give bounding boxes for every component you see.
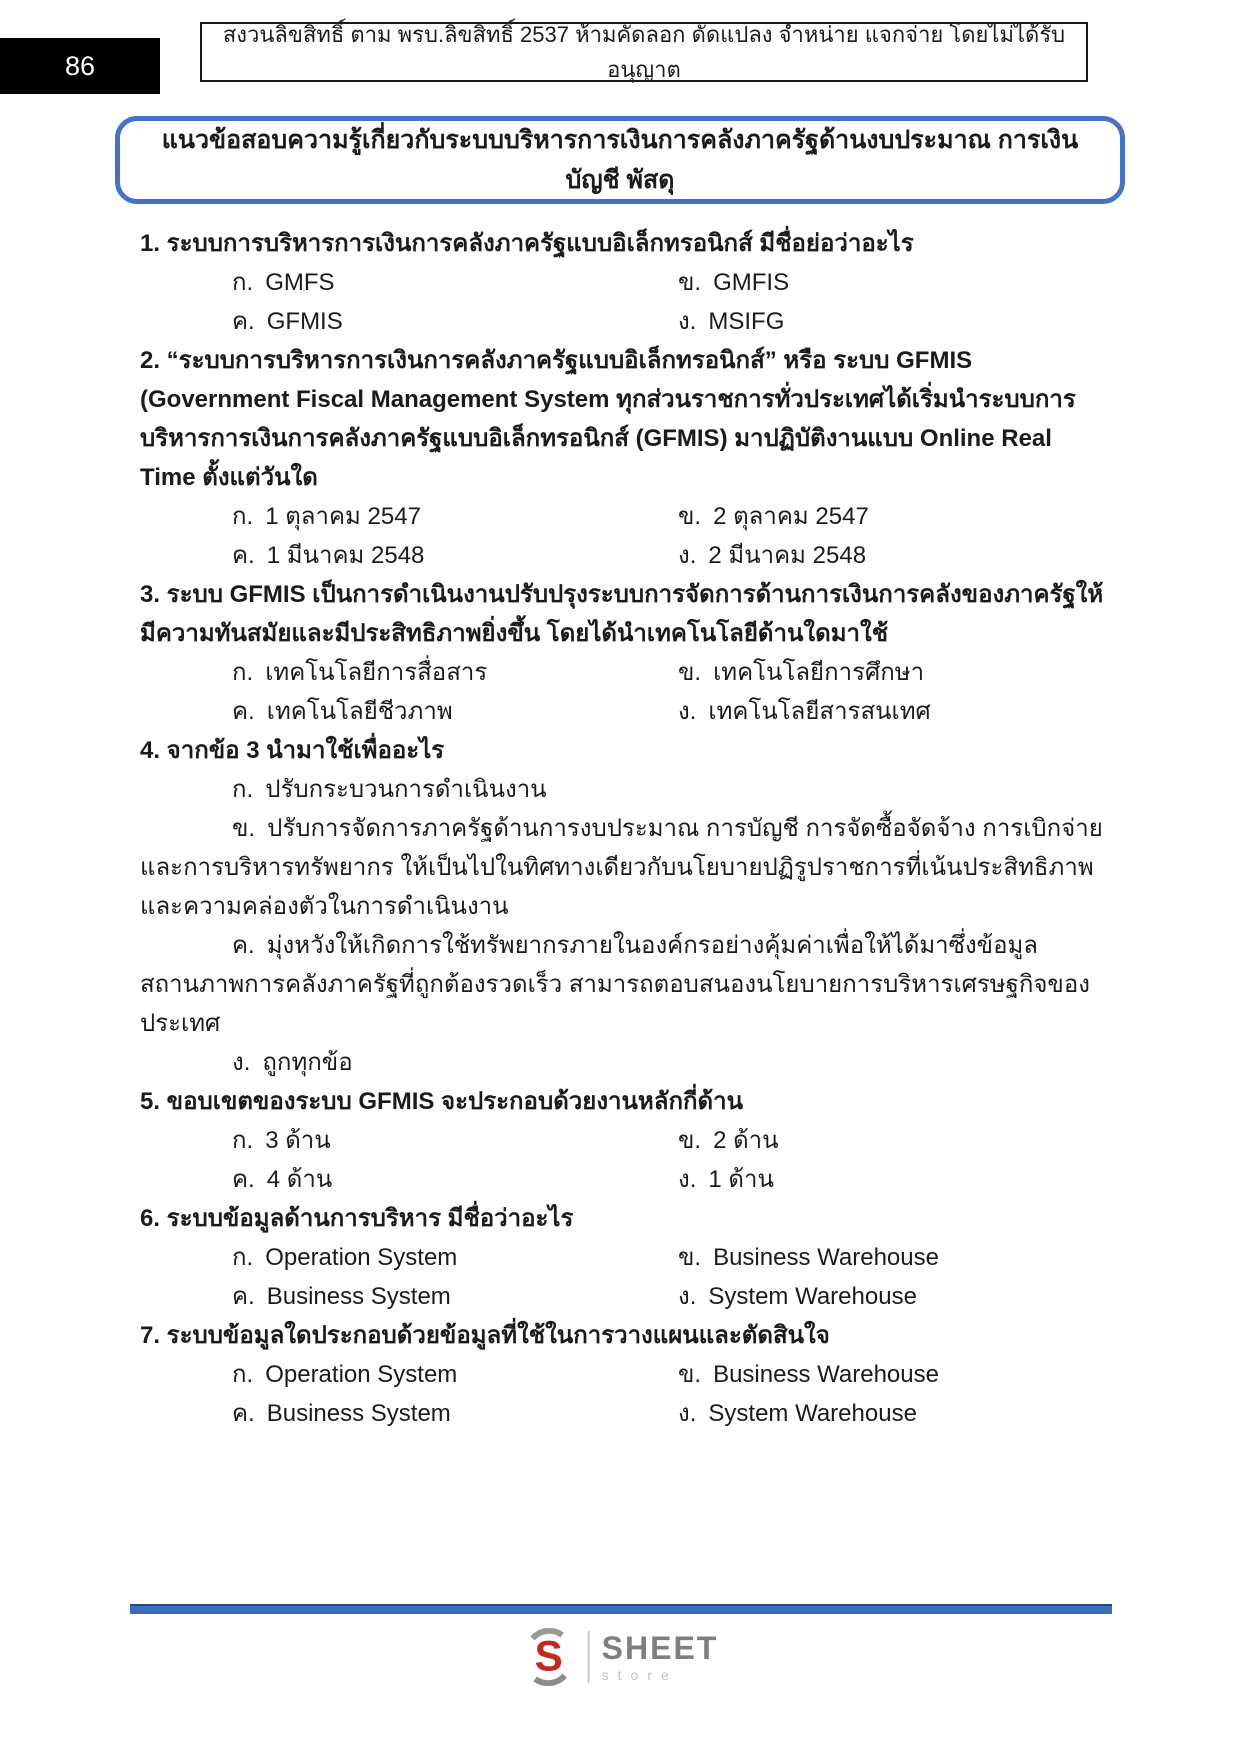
question-5 bbox=[140, 1082, 1112, 1199]
option-kho2 bbox=[140, 302, 678, 341]
questions-list bbox=[140, 224, 1112, 1433]
question-2 bbox=[140, 341, 1112, 575]
option-label: ง. bbox=[678, 1166, 697, 1193]
option-text: 1 มีนาคม 2548 bbox=[266, 542, 425, 569]
option-kho bbox=[678, 1355, 1112, 1394]
option-text: เทคโนโลยีชีวภาพ bbox=[266, 698, 453, 725]
option-label: ก. bbox=[232, 1127, 254, 1154]
option-kho2 bbox=[140, 536, 678, 575]
options-grid bbox=[140, 1238, 1112, 1316]
option-label: ข. bbox=[678, 1127, 702, 1154]
option-ngo bbox=[140, 1043, 1112, 1082]
option-text: 4 ด้าน bbox=[266, 1166, 333, 1193]
sheet-store-s-icon bbox=[522, 1628, 576, 1686]
option-ko bbox=[140, 1121, 678, 1160]
option-text: 3 ด้าน bbox=[265, 1127, 331, 1154]
option-label: ก. bbox=[232, 1361, 254, 1388]
option-label: ก. bbox=[232, 269, 254, 296]
question-text: 4. จากข้อ 3 นำมาใช้เพื่ออะไร bbox=[140, 737, 445, 764]
logo-letter: S bbox=[534, 1632, 563, 1680]
option-label: ข. bbox=[678, 503, 702, 530]
option-text: Business Warehouse bbox=[713, 1361, 939, 1388]
options-grid bbox=[140, 497, 1112, 575]
page-number-badge bbox=[0, 38, 160, 94]
option-text: GMFS bbox=[265, 269, 335, 296]
brand-text bbox=[602, 1632, 719, 1682]
option-text: Business System bbox=[266, 1283, 451, 1310]
option-text: 1 ตุลาคม 2547 bbox=[265, 503, 421, 530]
option-label: ค. bbox=[232, 932, 255, 959]
options-grid bbox=[140, 263, 1112, 341]
page-number: 86 bbox=[64, 50, 96, 81]
question-text: 7. ระบบข้อมูลใดประกอบด้วยข้อมูลที่ใช้ในการวางแผนและตัดสินใจ bbox=[140, 1322, 830, 1349]
option-ngo bbox=[678, 1394, 1112, 1433]
option-label: ก. bbox=[232, 776, 254, 803]
option-label: ง. bbox=[678, 1400, 697, 1427]
option-label: ข. bbox=[678, 1361, 702, 1388]
copyright-text: สงวนลิขสิทธิ์ ตาม พรบ.ลิขสิทธิ์ 2537 ห้ามคัดลอก ดัดแปลง จำหน่าย แจกจ่าย โดยไม่ได้รับอนุญาต bbox=[222, 22, 1066, 82]
option-label: ค. bbox=[232, 308, 255, 335]
options-grid bbox=[140, 1355, 1112, 1433]
options-grid bbox=[140, 1121, 1112, 1199]
option-label: ก. bbox=[232, 1244, 254, 1271]
question-text: 6. ระบบข้อมูลด้านการบริหาร มีชื่อว่าอะไร bbox=[140, 1205, 574, 1232]
option-text: มุ่งหวังให้เกิดการใช้ทรัพยากรภายในองค์กรอย่างคุ้มค่าเพื่อให้ได้มาซึ่งข้อมูลสถานภาพการคลังภาครัฐที่ถูกต้องรวดเร็ว สามารถตอบสนองนโยบายการบริหารเศรษฐกิจของประเทศ bbox=[140, 932, 1090, 1037]
question-7 bbox=[140, 1316, 1112, 1433]
question-text: 2. “ระบบการบริหารการเงินการคลังภาครัฐแบบอิเล็กทรอนิกส์” หรือ ระบบ GFMIS (Government Fiscal Management System ทุกส่วนราชการทั่วประเทศได้เริ่มนำระบบการบริหารการเงินการคลังภาครัฐแบบอิเล็กทรอนิกส์ (GFMIS) มาปฏิบัติงานแบบ Online Real Time ตั้งแต่วันใด bbox=[140, 347, 1076, 491]
option-label: ค. bbox=[232, 1166, 255, 1193]
question-6 bbox=[140, 1199, 1112, 1316]
option-text: 1 ด้าน bbox=[708, 1166, 774, 1193]
question-text: 3. ระบบ GFMIS เป็นการดำเนินงานปรับปรุงระบบการจัดการด้านการเงินการคลังของภาครัฐให้มีความทันสมัยและมีประสิทธิภาพยิ่งขึ้น โดยได้นำเทคโนโลยีด้านใดมาใช้ bbox=[140, 581, 1104, 647]
question-3 bbox=[140, 575, 1112, 731]
option-kho2 bbox=[140, 692, 678, 731]
option-text: 2 ด้าน bbox=[713, 1127, 779, 1154]
option-label: ง. bbox=[678, 698, 697, 725]
options-grid bbox=[140, 653, 1112, 731]
option-ngo bbox=[678, 302, 1112, 341]
option-ngo bbox=[678, 1277, 1112, 1316]
option-text: ปรับกระบวนการดำเนินงาน bbox=[265, 776, 547, 803]
option-kho bbox=[678, 653, 1112, 692]
option-kho2 bbox=[140, 1160, 678, 1199]
option-ko bbox=[140, 1355, 678, 1394]
option-text: 2 มีนาคม 2548 bbox=[708, 542, 867, 569]
option-kho bbox=[140, 809, 1112, 926]
brand-name: SHEET bbox=[601, 1630, 719, 1666]
option-text: Business System bbox=[266, 1400, 451, 1427]
option-ko bbox=[140, 497, 678, 536]
option-label: ข. bbox=[678, 269, 702, 296]
sheet-store-logo bbox=[522, 1628, 719, 1686]
option-text: Operation System bbox=[265, 1244, 458, 1271]
option-label: ง. bbox=[678, 308, 697, 335]
option-kho bbox=[678, 1121, 1112, 1160]
option-text: เทคโนโลยีการสื่อสาร bbox=[265, 659, 488, 686]
option-kho2 bbox=[140, 1277, 678, 1316]
option-ngo bbox=[678, 536, 1112, 575]
option-text: Operation System bbox=[265, 1361, 458, 1388]
option-kho bbox=[678, 263, 1112, 302]
option-label: ข. bbox=[678, 1244, 702, 1271]
option-ko bbox=[140, 1238, 678, 1277]
option-label: ง. bbox=[232, 1049, 251, 1076]
option-label: ค. bbox=[232, 542, 255, 569]
option-text: System Warehouse bbox=[708, 1283, 917, 1310]
copyright-box bbox=[200, 22, 1088, 82]
option-text: GFMIS bbox=[266, 308, 343, 335]
option-text: GMFIS bbox=[713, 269, 790, 296]
question-1 bbox=[140, 224, 1112, 341]
option-kho2 bbox=[140, 1394, 678, 1433]
brand-subtitle: store bbox=[601, 1667, 678, 1683]
option-label: ค. bbox=[232, 1400, 255, 1427]
logo-divider-line bbox=[588, 1631, 590, 1683]
option-label: ค. bbox=[232, 698, 255, 725]
question-text: 5. ขอบเขตของระบบ GFMIS จะประกอบด้วยงานหลักกี่ด้าน bbox=[140, 1088, 743, 1115]
option-ko bbox=[140, 263, 678, 302]
option-label: ค. bbox=[232, 1283, 255, 1310]
title-banner bbox=[115, 116, 1125, 204]
footer-divider bbox=[130, 1604, 1112, 1614]
option-text: เทคโนโลยีการศึกษา bbox=[713, 659, 925, 686]
option-ngo bbox=[678, 1160, 1112, 1199]
option-ko bbox=[140, 653, 678, 692]
option-kho bbox=[678, 1238, 1112, 1277]
option-label: ง. bbox=[678, 1283, 697, 1310]
option-ngo bbox=[678, 692, 1112, 731]
option-label: ก. bbox=[232, 659, 254, 686]
question-text: 1. ระบบการบริหารการเงินการคลังภาครัฐแบบอิเล็กทรอนิกส์ มีชื่อย่อว่าอะไร bbox=[140, 230, 914, 257]
option-text: Business Warehouse bbox=[713, 1244, 939, 1271]
option-text: ปรับการจัดการภาครัฐด้านการงบประมาณ การบัญชี การจัดซื้อจัดจ้าง การเบิกจ่าย และการบริหารทรัพยากร ให้เป็นไปในทิศทางเดียวกับนโยบายปฏิรูปราชการที่เน้นประสิทธิภาพและความคล่องตัวในการดำเนินงาน bbox=[140, 815, 1103, 920]
option-text: ถูกทุกข้อ bbox=[262, 1049, 353, 1076]
option-ko bbox=[140, 770, 1112, 809]
option-text: 2 ตุลาคม 2547 bbox=[713, 503, 869, 530]
option-kho2 bbox=[140, 926, 1112, 1043]
page-title: แนวข้อสอบความรู้เกี่ยวกับระบบบริหารการเงินการคลังภาครัฐด้านงบประมาณ การเงิน บัญชี พัสดุ bbox=[161, 126, 1079, 194]
option-kho bbox=[678, 497, 1112, 536]
option-text: MSIFG bbox=[708, 308, 785, 335]
option-text: System Warehouse bbox=[708, 1400, 917, 1427]
question-4 bbox=[140, 731, 1112, 1082]
option-text: เทคโนโลยีสารสนเทศ bbox=[708, 698, 931, 725]
option-label: ข. bbox=[678, 659, 702, 686]
option-label: ข. bbox=[232, 815, 256, 842]
option-label: ง. bbox=[678, 542, 697, 569]
option-label: ก. bbox=[232, 503, 254, 530]
